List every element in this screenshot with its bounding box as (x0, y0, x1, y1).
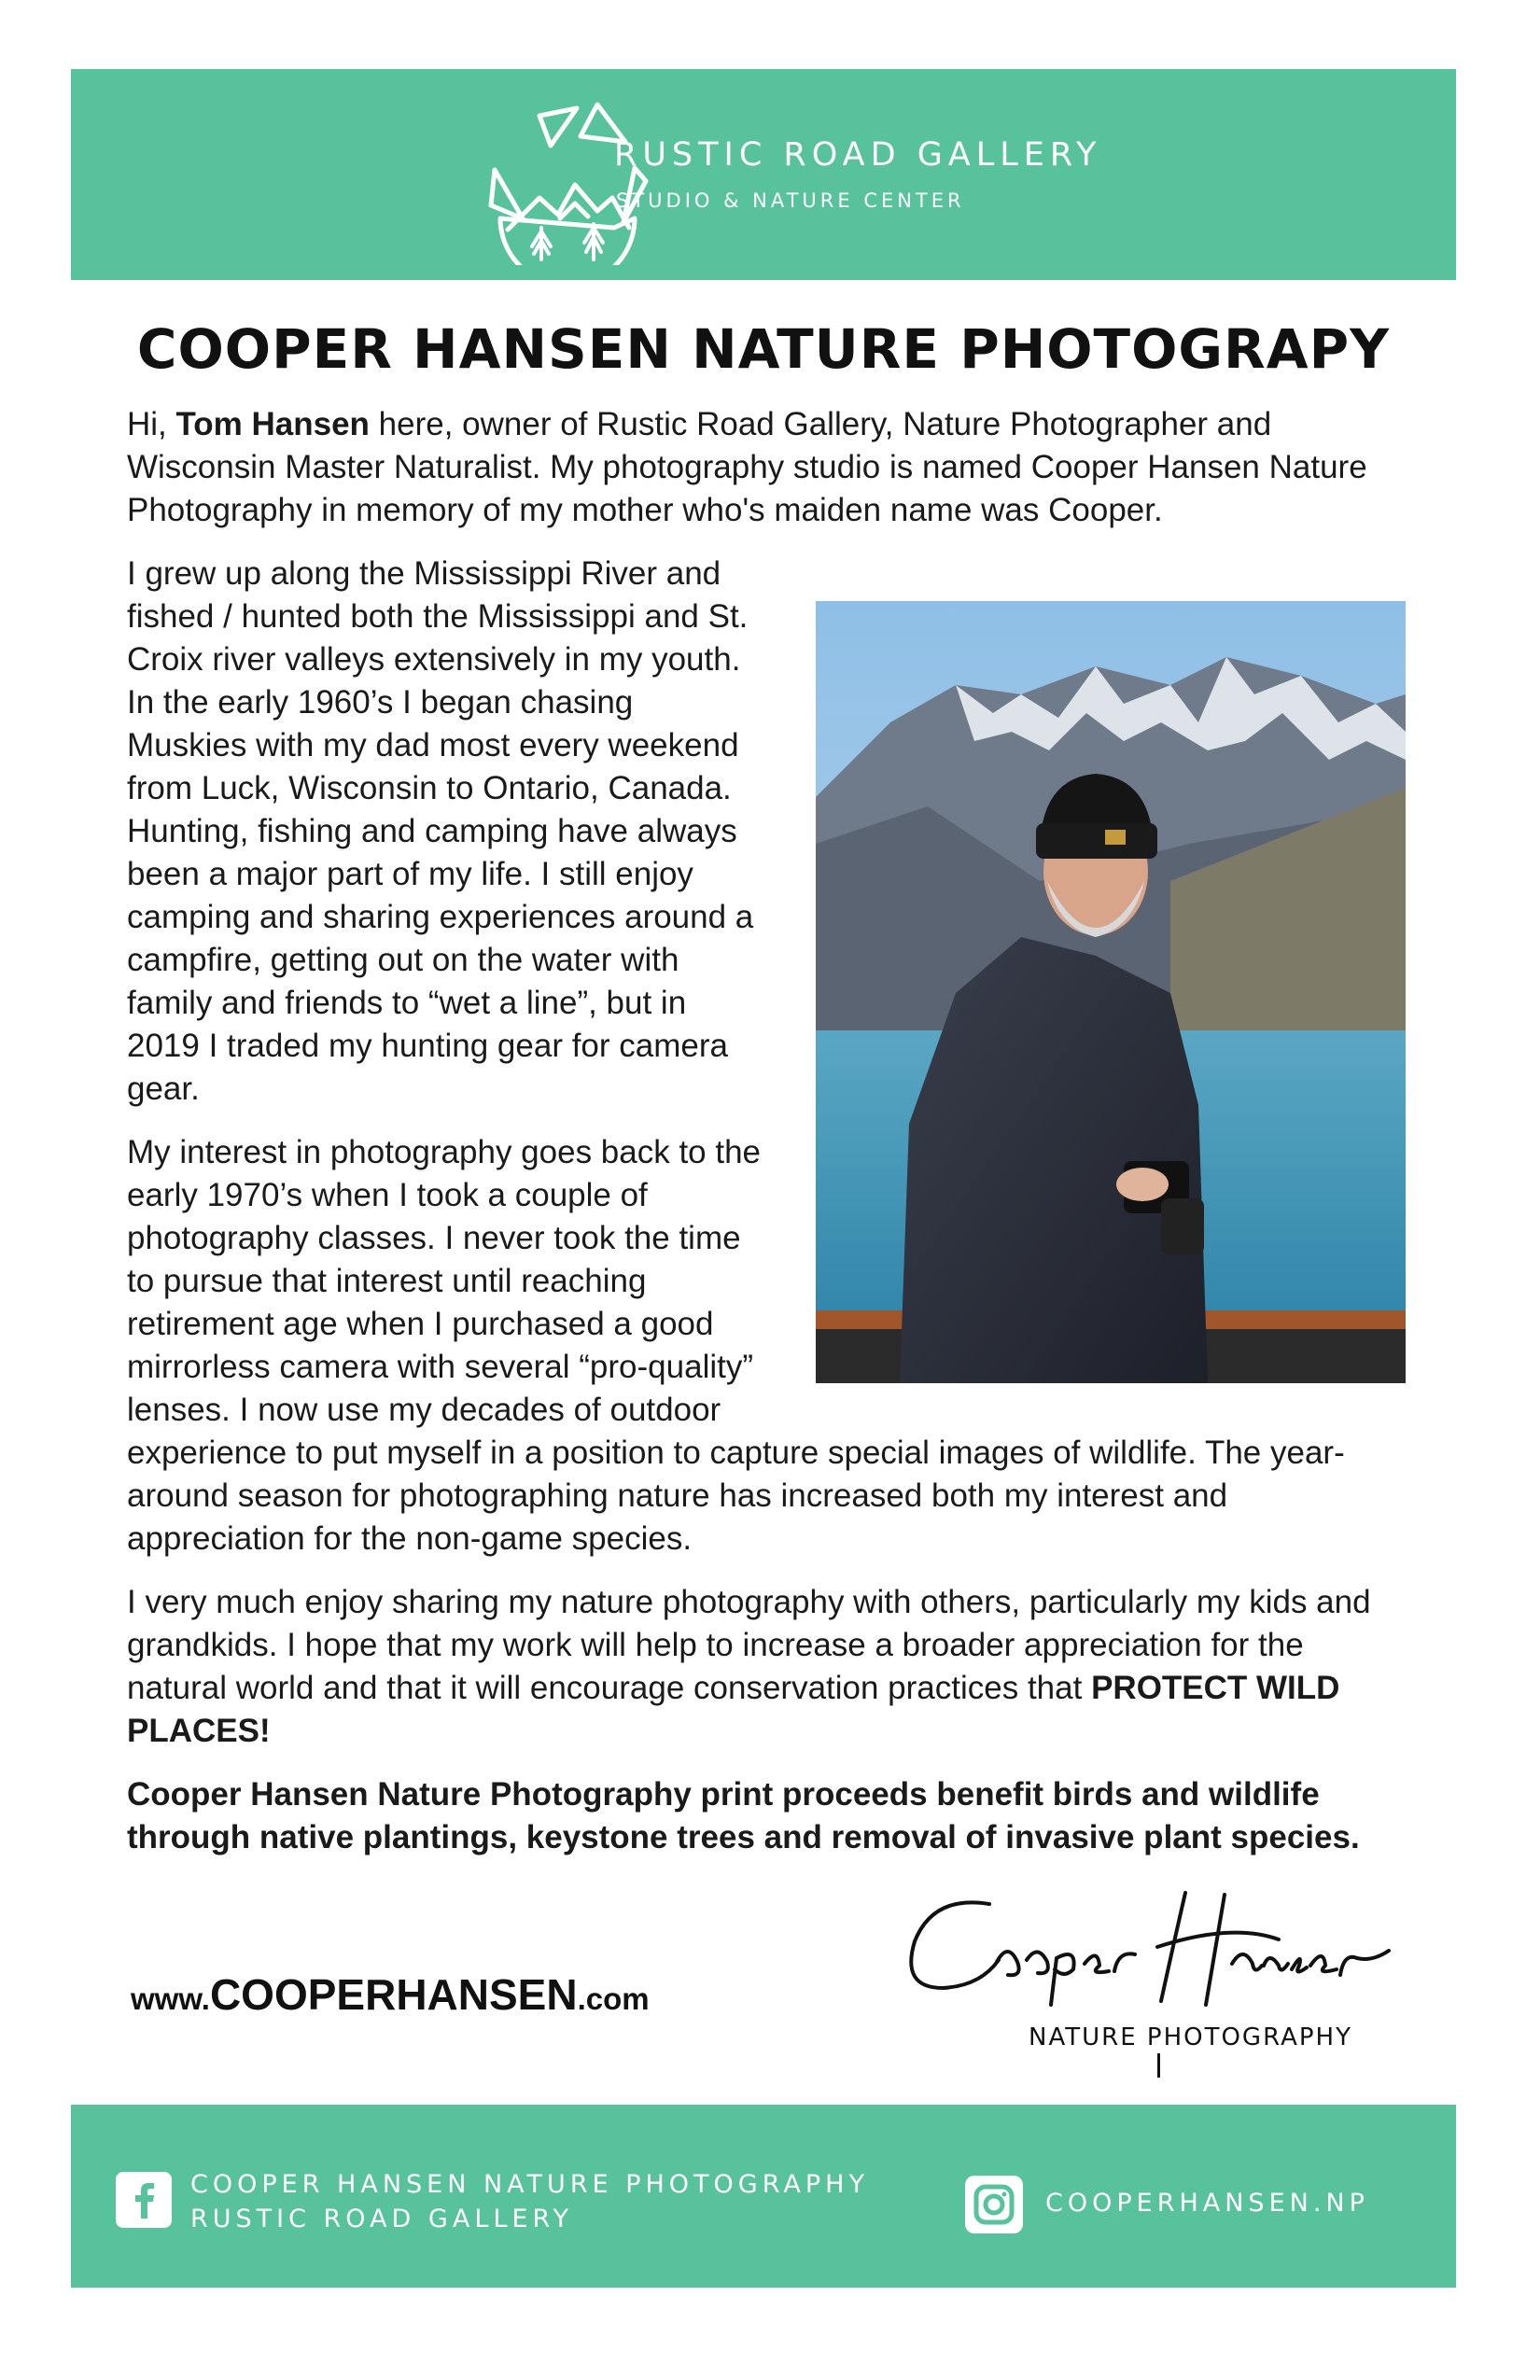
facebook-icon[interactable] (116, 2172, 172, 2228)
website-link[interactable] (131, 1969, 650, 2020)
instagram-handle[interactable]: COOPERHANSEN.NP (1045, 2189, 1369, 2218)
intro-paragraph (127, 403, 1406, 532)
signature-tick (1157, 2053, 1160, 2078)
upbringing-paragraph: I grew up along the Mississippi River and fished / hunted both the Mississippi and St. Croix river valleys extensively in my youth. In the early 1960’s I began chasing Muskies with my dad most every weekend from Luck, Wisconsin to Ontario, Canada. Hunting, fishing and camping have always been a major part of my life. I still enjoy camping and sharing experiences around a campfire, getting out on the water with family and friends to “wet a line”, but in 2019 I traded my hunting gear for camera gear. (127, 555, 754, 1107)
facebook-line-1[interactable]: COOPER HANSEN NATURE PHOTOGRAPHY (190, 2170, 869, 2199)
mountain-logo-icon (474, 88, 659, 265)
intro-rest: here, owner of Rustic Road Gallery, Nature Photographer and Wisconsin Master Naturalist. My photography studio is named Cooper Hansen Nature Photography in memory of my mother who's maiden name was Cooper. (127, 406, 1367, 528)
page-title: COOPER HANSEN NATURE PHOTOGRAPY (136, 317, 1391, 381)
instagram-icon[interactable] (965, 2176, 1023, 2233)
gallery-subtitle: STUDIO & NATURE CENTER (616, 189, 965, 212)
header-banner (71, 69, 1456, 280)
protect-wild-places: PROTECT WILD PLACES! (127, 1670, 1340, 1749)
proceeds-paragraph (127, 1773, 1406, 1859)
facebook-line-2[interactable]: RUSTIC ROAD GALLERY (190, 2205, 573, 2233)
body-text (127, 403, 1406, 1880)
portrait-photo (816, 601, 1406, 1383)
intro-greeting: Hi, (127, 406, 176, 442)
intro-name: Tom Hansen (175, 406, 370, 442)
proceeds-text: Cooper Hansen Nature Photography print proceeds benefit birds and wildlife through native plantings, keystone trees and removal of invasive plant species. (127, 1776, 1360, 1855)
signature-caption: NATURE PHOTOGRAPHY (1029, 2023, 1352, 2051)
sharing-paragraph (127, 1581, 1406, 1753)
gallery-name: RUSTIC ROAD GALLERY (614, 136, 1102, 174)
sharing-text: I very much enjoy sharing my nature photography with others, particularly my kids and grandkids. I hope that my work will help to increase a broader appreciation for the natural world and that it will encourage conservation practices that (127, 1584, 1371, 1706)
photography-paragraph: My interest in photography goes back to the early 1970’s when I took a couple of photography classes. I never took the time to pursue that interest until reaching retirement age when I purchased a good mirrorless camera with several “pro-quality” lenses. I now use my decades of outdoor experience to put myself in a position to capture special images of wildlife. The year-around season for photographing nature has increased both my interest and appreciation for the non-game species. (127, 1134, 1345, 1557)
website-suffix: .com (577, 1981, 650, 2016)
footer-banner (71, 2105, 1456, 2288)
photo-image (816, 601, 1406, 1383)
website-prefix: www. (131, 1981, 210, 2016)
signature-logo (877, 1885, 1400, 2007)
website-domain: COOPERHANSEN (209, 1970, 578, 2019)
